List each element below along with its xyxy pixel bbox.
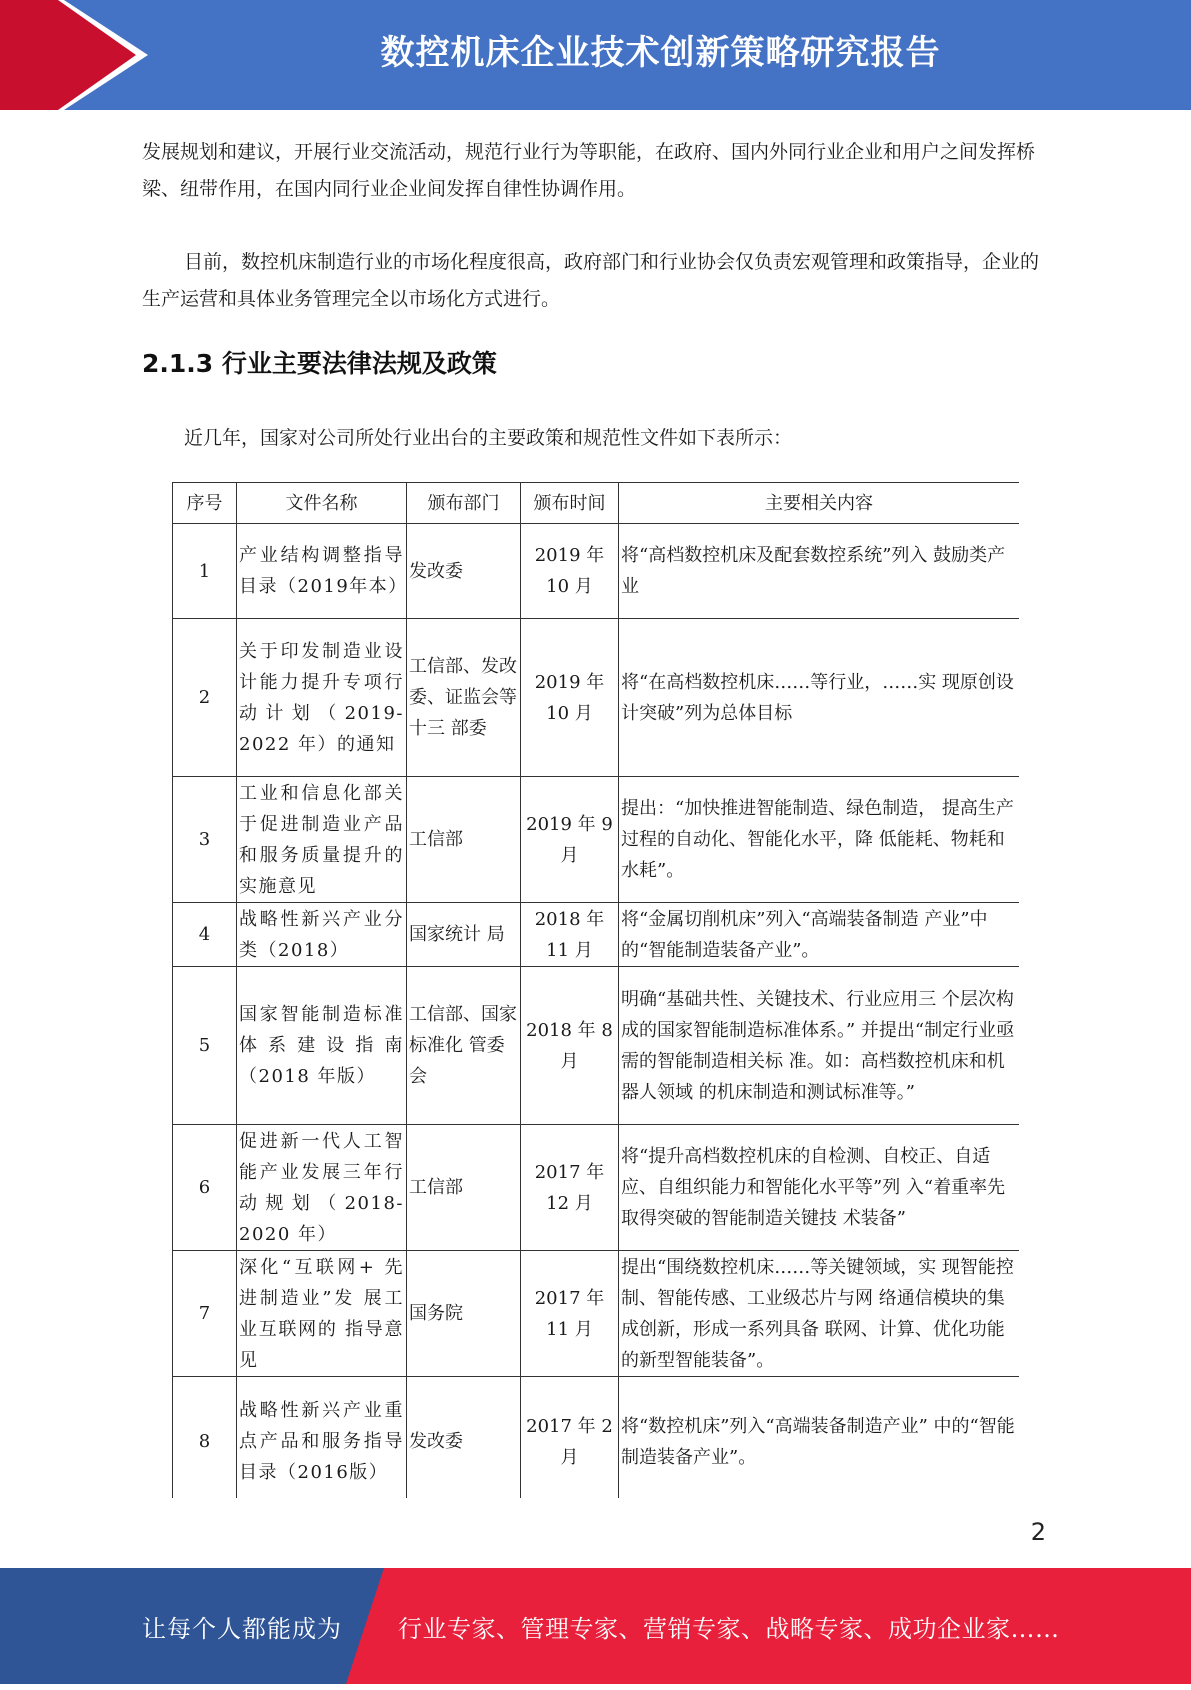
cell-dept: 工信部、发改委、证监会等十三 部委 [407, 619, 521, 777]
table-header-row [173, 483, 1020, 524]
page-footer [0, 1568, 1191, 1684]
paragraph-market-status: 目前，数控机床制造行业的市场化程度很高，政府部门和行业协会仅负责宏观管理和政策指导，企业的生产运营和具体业务管理完全以市场化方式进行。 [142, 251, 1040, 310]
cell-dept: 发改委 [407, 1377, 521, 1499]
table-row [173, 903, 1020, 967]
policy-table [172, 482, 1019, 1498]
report-title: 数控机床企业技术创新策略研究报告 [380, 33, 941, 73]
section-heading: 2.1.3 行业主要法律法规及政策 [142, 349, 497, 378]
cell-dept: 发改委 [407, 524, 521, 619]
cell-date: 2019 年 9 月 [521, 777, 619, 903]
cell-date: 2017 年 2 月 [521, 1377, 619, 1499]
header-chevron-icon [0, 0, 150, 110]
cell-num: 2 [173, 619, 237, 777]
cell-content: 明确“基础共性、关键技术、行业应用三 个层次构成的国家智能制造标准体系。” 并提出“制定行业亟需的智能制造相关标 准。如：高档数控机床和机器人领域 的机床制造和测试标准等。” [619, 967, 1020, 1125]
page-header [0, 0, 1191, 110]
cell-date: 2018 年 11 月 [521, 903, 619, 967]
table-row [173, 619, 1020, 777]
cell-content: 将“在高档数控机床……等行业，……实 现原创设计突破”列为总体目标 [619, 619, 1020, 777]
cell-dept: 工信部 [407, 777, 521, 903]
table-row [173, 967, 1020, 1125]
cell-num: 1 [173, 524, 237, 619]
table-row [173, 524, 1020, 619]
cell-name: 深化“互联网+ 先进制造业”发 展工业互联网的 指导意见 [237, 1251, 407, 1377]
cell-date: 2019 年 10 月 [521, 619, 619, 777]
header-content: 主要相关内容 [619, 483, 1020, 524]
cell-num: 5 [173, 967, 237, 1125]
paragraph-association-duties: 发展规划和建议，开展行业交流活动，规范行业行为等职能，在政府、国内外同行业企业和用户之间发挥桥梁、纽带作用，在国内同行业企业间发挥自律性协调作用。 [142, 141, 1036, 200]
cell-content: 将“金属切削机床”列入“高端装备制造 产业”中的“智能制造装备产业”。 [619, 903, 1020, 967]
cell-dept: 国家统计 局 [407, 903, 521, 967]
page-number: 2 [1030, 1518, 1046, 1546]
cell-content: 将“高档数控机床及配套数控系统”列入 鼓励类产业 [619, 524, 1020, 619]
cell-dept: 国务院 [407, 1251, 521, 1377]
cell-content: 提出：“加快推进智能制造、绿色制造， 提高生产过程的自动化、智能化水平，降 低能耗、物耗和水耗”。 [619, 777, 1020, 903]
cell-dept: 工信部、国家标准化 管委会 [407, 967, 521, 1125]
cell-content: 将“提升高档数控机床的自检测、自校正、自适应、自组织能力和智能化水平等”列 入“着重率先取得突破的智能制造关键技 术装备” [619, 1125, 1020, 1251]
cell-date: 2017 年 12 月 [521, 1125, 619, 1251]
footer-slogan-right: 行业专家、管理专家、营销专家、战略专家、成功企业家…… [398, 1615, 1060, 1643]
header-date: 颁布时间 [521, 483, 619, 524]
cell-dept: 工信部 [407, 1125, 521, 1251]
policy-table-container [172, 482, 1019, 1498]
paragraph-table-intro: 近几年，国家对公司所处行业出台的主要政策和规范性文件如下表所示： [184, 427, 793, 449]
cell-num: 6 [173, 1125, 237, 1251]
table-row [173, 777, 1020, 903]
table-row [173, 1377, 1020, 1499]
cell-date: 2018 年 8 月 [521, 967, 619, 1125]
header-dept: 颁布部门 [407, 483, 521, 524]
cell-name: 产业结构调整指导目录（2019年本） [237, 524, 407, 619]
table-row [173, 1125, 1020, 1251]
header-name: 文件名称 [237, 483, 407, 524]
cell-name: 战略性新兴产业分类（2018） [237, 903, 407, 967]
cell-name: 关于印发制造业设计能力提升专项行动计划（2019-2022 年）的通知 [237, 619, 407, 777]
cell-name: 促进新一代人工智能产业发展三年行动规划（2018-2020 年） [237, 1125, 407, 1251]
cell-num: 3 [173, 777, 237, 903]
cell-num: 4 [173, 903, 237, 967]
cell-name: 战略性新兴产业重点产品和服务指导目录（2016版） [237, 1377, 407, 1499]
cell-name: 国家智能制造标准体系建设指南（2018 年版） [237, 967, 407, 1125]
cell-num: 7 [173, 1251, 237, 1377]
cell-name: 工业和信息化部关于促进制造业产品和服务质量提升的实施意见 [237, 777, 407, 903]
header-num: 序号 [173, 483, 237, 524]
table-row [173, 1251, 1020, 1377]
cell-date: 2017 年 11 月 [521, 1251, 619, 1377]
cell-content: 提出“围绕数控机床……等关键领域，实 现智能控制、智能传感、工业级芯片与网 络通信模块的集成创新，形成一系列具备 联网、计算、优化功能的新型智能装备”。 [619, 1251, 1020, 1377]
cell-num: 8 [173, 1377, 237, 1499]
cell-date: 2019 年 10 月 [521, 524, 619, 619]
footer-slogan-left: 让每个人都能成为 [142, 1615, 342, 1643]
cell-content: 将“数控机床”列入“高端装备制造产业” 中的“智能制造装备产业”。 [619, 1377, 1020, 1499]
